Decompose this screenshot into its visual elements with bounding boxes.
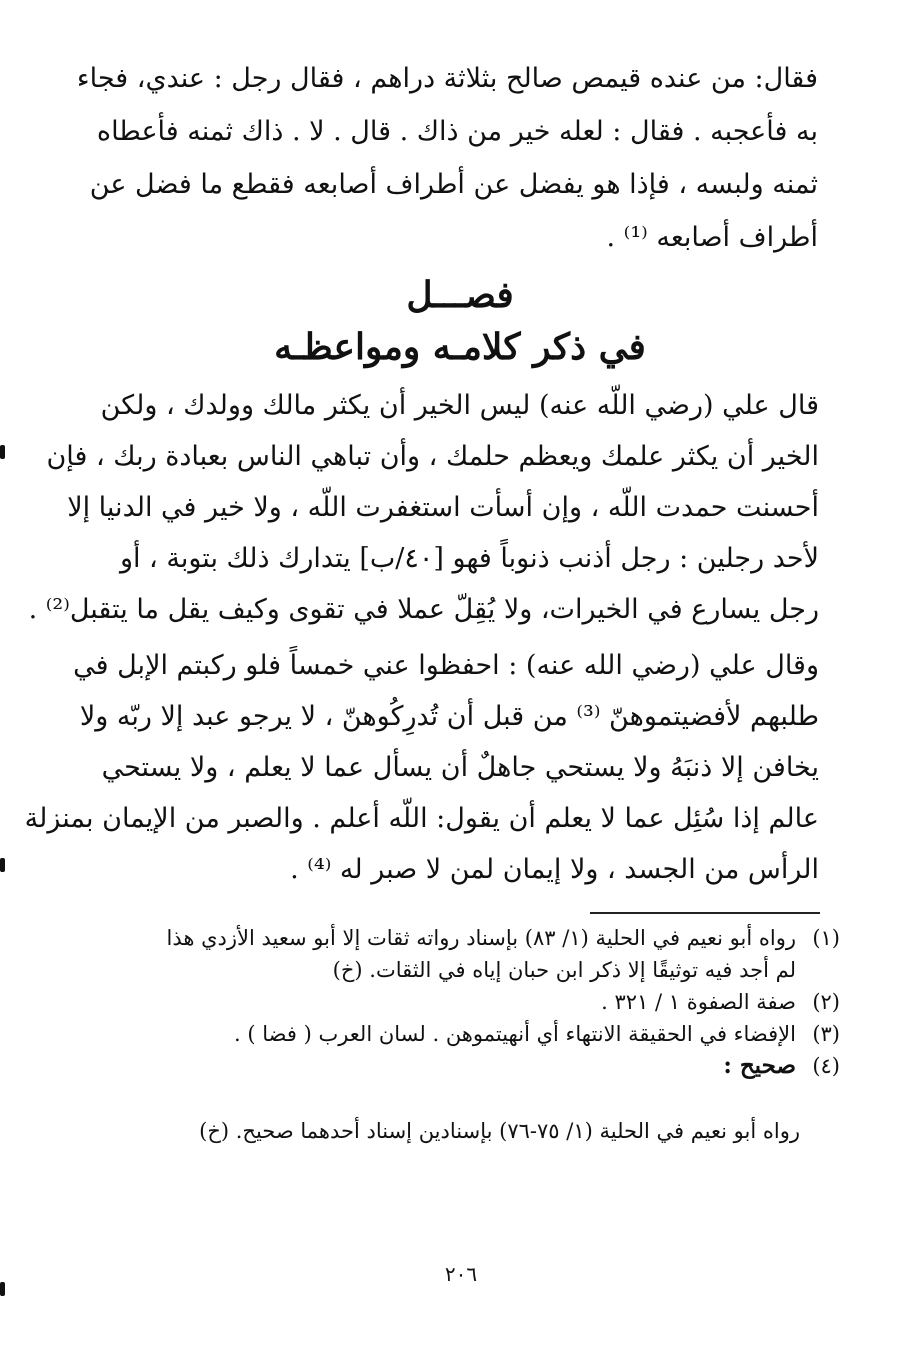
footnote-text: الإفضاء في الحقيقة الانتهاء أي أنهيتموهن . لسان العرب ( فضا ) . <box>234 1022 796 1046</box>
footnote-divider <box>590 912 820 914</box>
text-line: طلبهم لأفضيتموهنّ ⁽³⁾ من قبل أن تُدرِكُوهنّ ، لا يرجو عبد إلا ربّه ولا <box>79 701 819 732</box>
text-line: ثمنه ولبسه ، فإذا هو يفضل عن أطراف أصابعه فقطع ما فضل عن <box>89 169 818 200</box>
section-subheading: في ذكر كلامـه ومواعظـه <box>274 326 646 368</box>
footnote-text: رواه أبو نعيم في الحلية (١/ ٨٣) بإسناد رواته ثقات إلا أبو سعيد الأزدي هذا <box>166 926 796 950</box>
footnote-4 <box>118 1050 840 1082</box>
page-number: ٢٠٦ <box>444 1262 478 1286</box>
footnote-3 <box>118 1018 840 1050</box>
footnote-4-text: رواه أبو نعيم في الحلية (١/ ٧٥-٧٦) بإسنادين إسناد أحدهما صحيح. (خ) <box>199 1119 800 1143</box>
footnote-1-continued: لم أجد فيه توثيقًا إلا ذكر ابن حبان إياه في الثقات. (خ) <box>332 958 796 982</box>
scan-edge-mark <box>0 858 5 872</box>
scan-edge-mark <box>0 1282 5 1296</box>
text-line: به فأعجبه . فقال : لعله خير من ذاك . قال . لا . ذاك ثمنه فأعطاه <box>96 116 818 147</box>
text-line: قال علي (رضي اللّه عنه) ليس الخير أن يكثر مالك وولدك ، ولكن <box>100 390 819 421</box>
text-line: يخافن إلا ذنبَهُ ولا يستحي جاهلٌ أن يسأل عما لا يعلم ، ولا يستحي <box>101 752 819 783</box>
footnote-1 <box>118 922 840 954</box>
footnote-2 <box>118 986 840 1018</box>
saying-paragraph-2 <box>24 640 819 895</box>
footnote-number: (٣) <box>812 1022 840 1046</box>
text-line: عالم إذا سُئِل عما لا يعلم أن يقول: اللّه أعلم . والصبر من الإيمان بمنزلة <box>24 803 819 834</box>
footnotes <box>118 922 840 1082</box>
footnote-number: (٢) <box>812 990 840 1014</box>
text-line: لأحد رجلين : رجل أذنب ذنوباً فهو [٤٠/ب] يتدارك ذلك بتوبة ، أو <box>119 543 819 574</box>
text-line: وقال علي (رضي الله عنه) : احفظوا عني خمساً فلو ركبتم الإبل في <box>73 650 819 681</box>
footnote-heading: صحيح : <box>723 1052 796 1079</box>
text-line: فقال: من عنده قيمص صالح بثلاثة دراهم ، فقال رجل : عندي، فجاء <box>76 63 818 94</box>
scan-edge-mark <box>0 445 5 459</box>
section-heading: فصـــل <box>406 274 514 316</box>
text-line: أطراف أصابعه ⁽¹⁾ . <box>606 222 818 253</box>
footnote-number: (٤) <box>812 1054 840 1078</box>
text-line: أحسنت حمدت اللّه ، وإن أسأت استغفرت اللّه ، ولا خير في الدنيا إلا <box>67 492 819 523</box>
text-line: الرأس من الجسد ، ولا إيمان لمن لا صبر له ⁽⁴⁾ . <box>290 854 819 885</box>
footnote-number: (١) <box>812 926 840 950</box>
text-line: رجل يسارع في الخيرات، ولا يُقِلّ عملا في تقوى وكيف يقل ما يتقبل⁽²⁾ . <box>28 594 819 625</box>
saying-paragraph-1 <box>28 380 819 635</box>
opening-paragraph <box>76 52 818 264</box>
text-line: الخير أن يكثر علمك ويعظم حلمك ، وأن تباهي الناس بعبادة ربك ، فإن <box>46 441 819 472</box>
footnote-text: صفة الصفوة ١ / ٣٢١ . <box>601 990 796 1014</box>
